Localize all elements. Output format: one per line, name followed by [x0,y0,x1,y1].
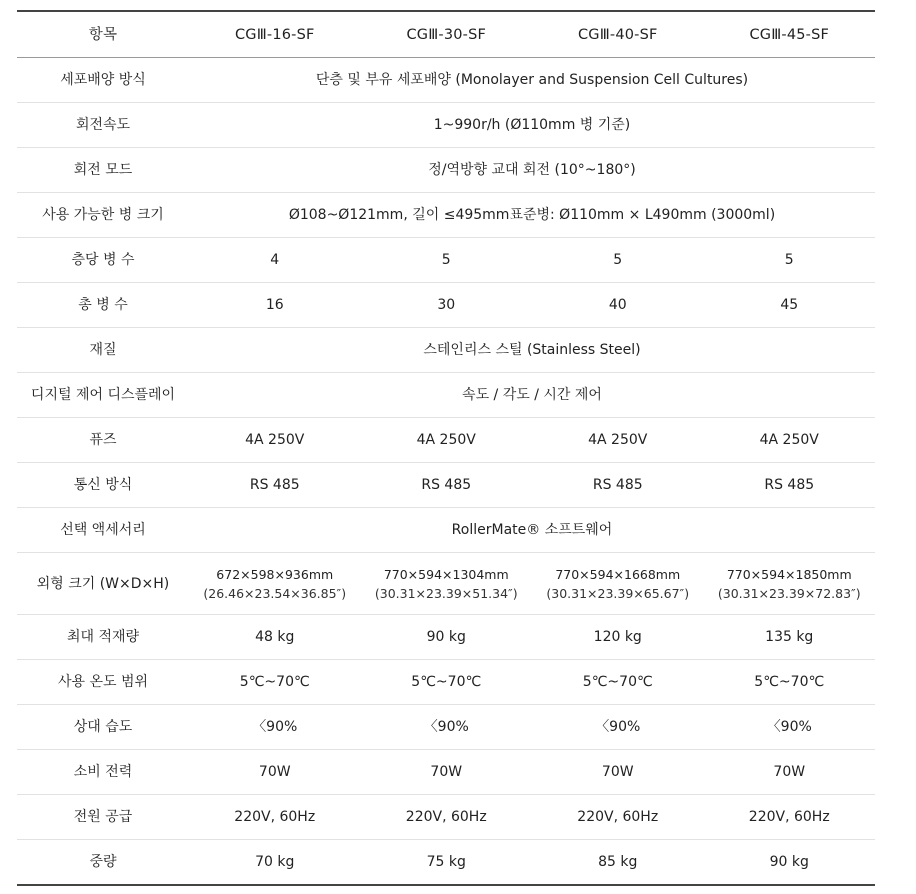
row-value-span: Ø108~Ø121mm, 길이 ≤495mm표준병: Ø110mm × L490mm (3000ml) [189,193,875,238]
dimension-mm: 672×598×936mm [216,566,334,582]
dimension-cell [532,553,704,615]
row-value: 40 [532,283,704,328]
row-label: 회전 모드 [17,148,189,193]
row-value: 5℃~70℃ [361,660,533,705]
row-temperature-range [17,660,875,705]
spec-table [17,10,875,886]
row-fuse [17,418,875,463]
row-value: 70W [189,750,361,795]
row-value-span: 속도 / 각도 / 시간 제어 [189,373,875,418]
dimension-inch: (30.31×23.39×65.67″) [546,585,690,601]
row-value: RS 485 [361,463,533,508]
row-value: RS 485 [189,463,361,508]
dimension-inch: (26.46×23.54×36.85″) [203,585,347,601]
row-value: 4A 250V [189,418,361,463]
row-value: 75 kg [426,854,466,870]
row-relative-humidity [17,705,875,750]
row-label: 총 병 수 [17,283,189,328]
dimension-cell [189,553,361,615]
dimension-mm: 770×594×1850mm [726,566,852,582]
row-label: 재질 [17,328,189,373]
model-header-cg3-40-sf: CGⅢ-40-SF [532,11,704,58]
row-bottle-size [17,193,875,238]
row-bottles-per-layer [17,238,875,283]
row-value: 30 [361,283,533,328]
row-material [17,328,875,373]
row-value: 4A 250V [704,418,876,463]
row-power-consumption [17,750,875,795]
row-label: 디지털 제어 디스플레이 [17,373,189,418]
row-digital-display [17,373,875,418]
row-value: 70W [532,750,704,795]
row-dimensions [17,553,875,615]
row-value: 48 kg [189,615,361,660]
row-value: 135 kg [704,615,876,660]
row-value-span: RollerMate® 소프트웨어 [189,508,875,553]
row-label: 상대 습도 [17,705,189,750]
model-header-cg3-30-sf: CGⅢ-30-SF [361,11,533,58]
row-value: 220V, 60Hz [189,795,361,840]
row-value: 5 [361,238,533,283]
row-power-supply [17,795,875,840]
row-value: 5 [704,238,876,283]
row-value-span: 1~990r/h (Ø110mm 병 기준) [189,103,875,148]
row-value: 4A 250V [361,418,533,463]
row-label: 선택 액세서리 [17,508,189,553]
dimension-inch: (30.31×23.39×51.34″) [374,585,518,601]
row-label: 전원 공급 [17,795,189,840]
row-value: 5℃~70℃ [532,660,704,705]
dimension-cell [704,553,876,615]
row-max-load [17,615,875,660]
row-label: 중량 [89,854,117,870]
model-header-cg3-45-sf: CGⅢ-45-SF [704,11,876,58]
row-value: 70 kg [255,854,295,870]
row-total-bottles [17,283,875,328]
row-value: 4 [189,238,361,283]
row-label: 소비 전력 [17,750,189,795]
row-value: RS 485 [532,463,704,508]
row-rotation-speed [17,103,875,148]
row-label: 층당 병 수 [17,238,189,283]
row-value: 85 kg [598,854,638,870]
row-label: 통신 방식 [17,463,189,508]
dimension-inch: (30.31×23.39×72.83″) [717,585,861,601]
row-value-span: 정/역방향 교대 회전 (10°~180°) [189,148,875,193]
spec-table-body [17,58,875,886]
row-label: 회전속도 [17,103,189,148]
row-rotation-mode [17,148,875,193]
row-value: 90 kg [361,615,533,660]
row-value: 120 kg [532,615,704,660]
row-value: 220V, 60Hz [704,795,876,840]
row-value: 220V, 60Hz [361,795,533,840]
row-value: 220V, 60Hz [532,795,704,840]
row-value: 5℃~70℃ [704,660,876,705]
dimension-mm: 770×594×1304mm [383,566,509,582]
row-weight [17,840,875,886]
row-value: 16 [189,283,361,328]
row-value: 〈90% [704,705,876,750]
row-label: 세포배양 방식 [17,58,189,103]
row-value: 5℃~70℃ [189,660,361,705]
row-optional-accessory [17,508,875,553]
row-value: 5 [532,238,704,283]
row-value-span: 스테인리스 스틸 (Stainless Steel) [189,328,875,373]
row-label: 퓨즈 [17,418,189,463]
row-label: 사용 온도 범위 [17,660,189,705]
dimension-cell [361,553,533,615]
row-value-span: 단층 및 부유 세포배양 (Monolayer and Suspension Cell Cultures) [189,58,875,103]
row-label: 최대 적재량 [17,615,189,660]
row-value: 〈90% [189,705,361,750]
model-header-cg3-16-sf: CGⅢ-16-SF [189,11,361,58]
row-value: 〈90% [532,705,704,750]
row-value: 70W [361,750,533,795]
row-value: 45 [704,283,876,328]
row-communication [17,463,875,508]
row-culture-method [17,58,875,103]
row-value: 〈90% [361,705,533,750]
header-label-cell: 항목 [17,11,189,58]
dimension-mm: 770×594×1668mm [555,566,681,582]
header-row [17,11,875,58]
spec-table-header [17,11,875,58]
row-value: 4A 250V [532,418,704,463]
row-value: RS 485 [704,463,876,508]
row-label: 외형 크기 (W×D×H) [17,553,189,615]
row-value: 90 kg [769,854,809,870]
row-value: 70W [704,750,876,795]
row-label: 사용 가능한 병 크기 [17,193,189,238]
